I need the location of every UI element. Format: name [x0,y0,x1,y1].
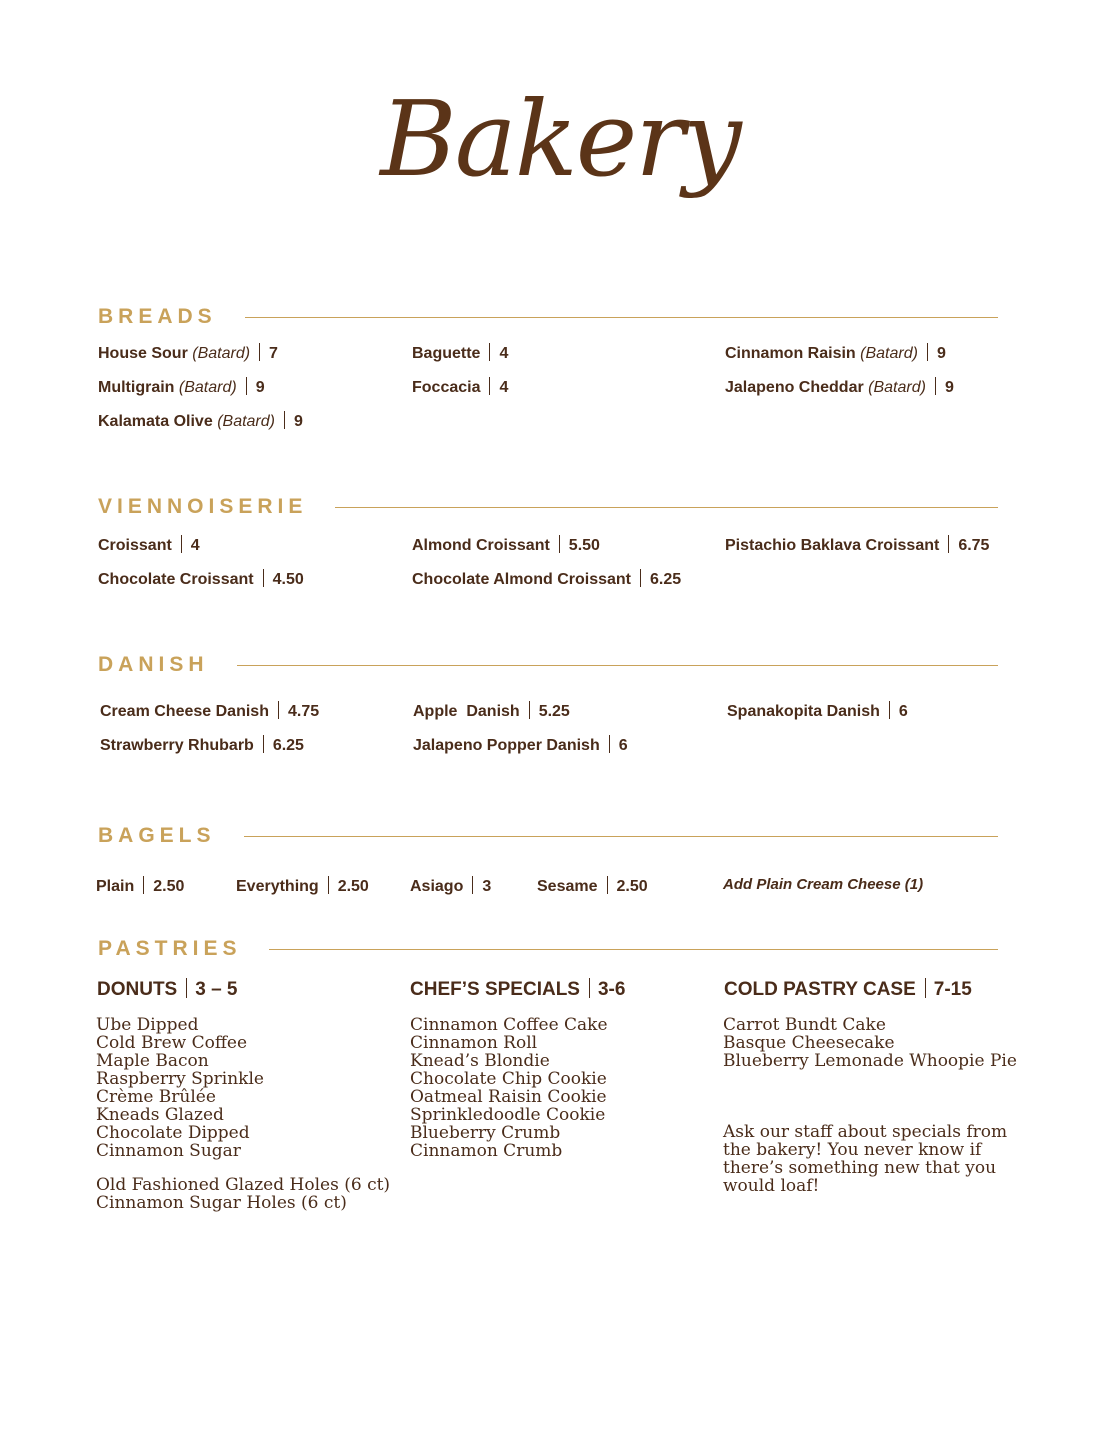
list-item: Blueberry Crumb [410,1123,561,1143]
list-item: Cinnamon Coffee Cake [410,1015,608,1035]
list-item: Chocolate Dipped [96,1123,250,1143]
donuts-heading: DONUTS 3 – 5 [97,979,238,1000]
list-item: Kneads Glazed [96,1105,224,1125]
danish-heading: DANISH [98,653,209,676]
page-title: Bakery [380,78,740,200]
list-item: Maple Bacon [96,1051,209,1071]
list-item: Ube Dipped [96,1015,199,1035]
section-divider [244,836,998,837]
section-divider [335,507,998,508]
list-item: Cinnamon Sugar [96,1141,241,1161]
menu-item: Almond Croissant 5.50 [412,537,600,554]
bagels-section-header [98,824,998,848]
cold-case-heading: COLD PASTRY CASE 7-15 [724,979,972,1000]
list-item: Cold Brew Coffee [96,1033,248,1053]
pastries-heading: PASTRIES [98,937,242,960]
list-item: Cinnamon Roll [410,1033,538,1053]
menu-item: Spanakopita Danish 6 [727,703,908,720]
list-item: Sprinkledoodle Cookie [410,1105,606,1125]
menu-item: House Sour (Batard) 7 [98,345,278,362]
staff-specials-note: Ask our staff about specials from the bakery! You never know if there’s something new that you would loaf! [723,1122,1008,1196]
menu-item: Jalapeno Cheddar (Batard) 9 [725,379,954,396]
list-item: Oatmeal Raisin Cookie [410,1087,607,1107]
section-divider [237,665,998,666]
donuts-list [96,1016,264,1160]
menu-item: Jalapeno Popper Danish 6 [413,737,628,754]
list-item: Old Fashioned Glazed Holes (6 ct) [96,1175,391,1195]
menu-item: Pistachio Baklava Croissant 6.75 [725,537,990,554]
list-item: Cinnamon Sugar Holes (6 ct) [96,1193,347,1213]
menu-item: Strawberry Rhubarb 6.25 [100,737,304,754]
menu-item: Cinnamon Raisin (Batard) 9 [725,345,946,362]
list-item: Carrot Bundt Cake [723,1015,886,1035]
menu-item: Baguette 4 [412,345,509,362]
breads-section-header [98,305,998,329]
menu-item: Multigrain (Batard) 9 [98,379,265,396]
donut-holes-list [96,1176,390,1212]
menu-item: Chocolate Almond Croissant 6.25 [412,571,682,588]
list-item: Chocolate Chip Cookie [410,1069,607,1089]
viennoiserie-section-header [98,495,998,519]
bagels-heading: BAGELS [98,824,216,847]
specials-list [410,1016,608,1160]
cold-case-list [723,1016,1017,1070]
menu-item: Everything 2.50 [236,878,369,895]
menu-item: Asiago 3 [410,878,492,895]
menu-item: Chocolate Croissant 4.50 [98,571,304,588]
list-item: Cinnamon Crumb [410,1141,563,1161]
list-item: Crème Brûlée [96,1087,216,1107]
section-divider [269,949,998,950]
list-item: Knead’s Blondie [410,1051,550,1071]
menu-item: Plain 2.50 [96,878,185,895]
menu-item: Foccacia 4 [412,379,509,396]
bagel-addon: Add Plain Cream Cheese (1) [723,876,924,893]
breads-heading: BREADS [98,305,217,328]
menu-item: Apple Danish 5.25 [413,703,570,720]
danish-section-header [98,653,998,677]
list-item: Raspberry Sprinkle [96,1069,264,1089]
specials-heading: CHEF’S SPECIALS 3-6 [410,979,626,1000]
list-item: Basque Cheesecake [723,1033,895,1053]
menu-item: Kalamata Olive (Batard) 9 [98,413,303,430]
section-divider [245,317,998,318]
menu-item: Croissant 4 [98,537,200,554]
pastries-section-header [98,937,998,961]
viennoiserie-heading: VIENNOISERIE [98,495,308,518]
menu-item: Cream Cheese Danish 4.75 [100,703,320,720]
menu-item: Sesame 2.50 [537,878,648,895]
list-item: Blueberry Lemonade Whoopie Pie [723,1051,1017,1071]
